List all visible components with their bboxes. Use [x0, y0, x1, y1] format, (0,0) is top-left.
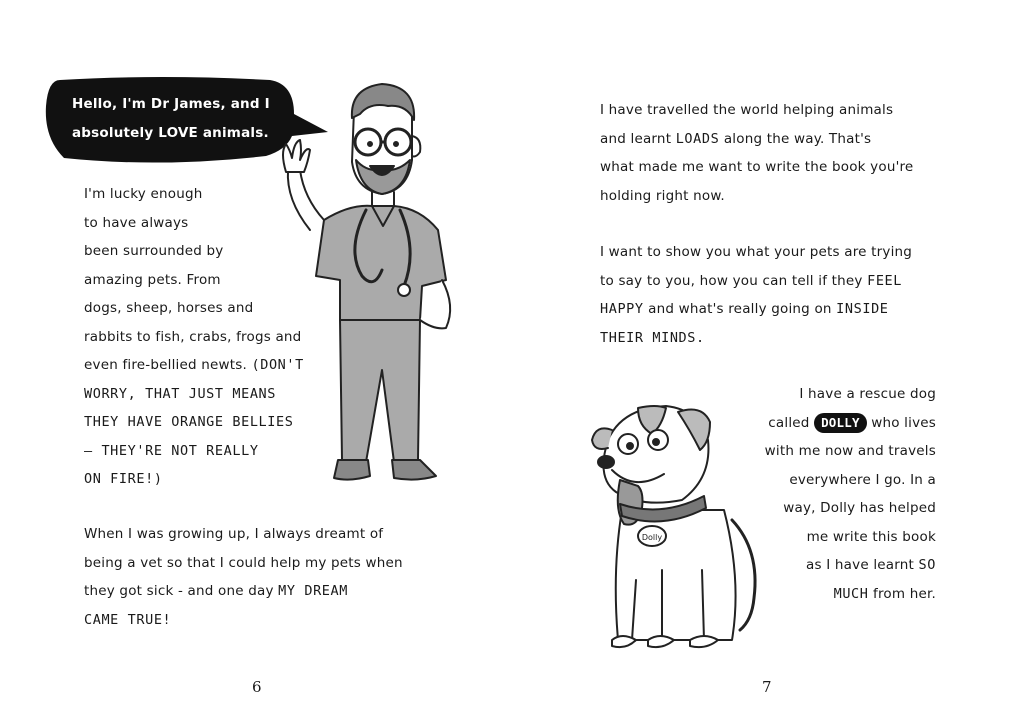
dr-james-illustration	[270, 80, 460, 500]
outro-paragraph	[84, 520, 403, 634]
dolly-paragraph	[765, 380, 936, 608]
dolly-line-5: way, Dolly has helped	[783, 500, 936, 516]
travel-line-1: I have travelled the world helping animals	[600, 102, 894, 118]
dolly-line-4: everywhere I go. In a	[789, 471, 936, 488]
outro-line-4: CAME TRUE!	[84, 611, 172, 628]
dolly-line-7	[765, 551, 936, 580]
dolly-line-2-b: who lives	[871, 414, 936, 431]
intro-line-1: I'm lucky enough	[84, 186, 203, 202]
intro-line-6: rabbits to fish, crabs, frogs and	[84, 328, 302, 345]
purpose-line-3-emphasis: HAPPY	[600, 301, 644, 317]
dolly-line-6: me write this book	[806, 528, 936, 545]
travel-line-2-b: along the way. That's	[723, 130, 872, 147]
dolly-line-7-emphasis: SO	[918, 557, 936, 573]
purpose-line-4: THEIR MINDS.	[600, 329, 705, 346]
bubble-line-2: absolutely LOVE animals.	[72, 125, 269, 141]
intro-emph-line-3: – THEY'RE NOT REALLY	[84, 442, 259, 459]
dog-tag-label: Dolly	[641, 533, 663, 542]
intro-emph-line-2: THEY HAVE ORANGE BELLIES	[84, 414, 294, 430]
page-number-right: 7	[762, 678, 772, 696]
travel-line-2-emphasis: LOADS	[675, 130, 720, 147]
purpose-line-2	[600, 267, 912, 296]
purpose-line-3-a: and what's really going on	[648, 301, 832, 317]
dolly-dog-illustration	[582, 400, 782, 660]
travel-line-2-a: and learnt	[600, 130, 672, 147]
outro-line-3	[84, 577, 403, 606]
dolly-line-2	[765, 409, 936, 438]
purpose-line-2-a: to say to you, how you can tell if they	[600, 272, 863, 289]
dolly-line-7-a: as I have learnt	[806, 557, 915, 573]
intro-line-2: to have always	[84, 214, 189, 231]
outro-line-3-text: they got sick - and one day	[84, 583, 274, 599]
dolly-line-3: with me now and travels	[764, 443, 936, 459]
dolly-line-2-a: called	[768, 414, 810, 431]
travel-line-3: what made me want to write the book you're	[600, 159, 914, 175]
dolly-line-1: I have a rescue dog	[799, 386, 936, 402]
dolly-line-8-emphasis: MUCH	[833, 585, 869, 602]
intro-line-4: amazing pets. From	[84, 271, 221, 288]
travel-paragraph	[600, 96, 913, 210]
travel-line-4: holding right now.	[600, 187, 725, 204]
outro-line-3-emphasis: MY DREAM	[278, 583, 348, 599]
outro-line-1: When I was growing up, I always dreamt of	[84, 526, 384, 542]
purpose-line-3	[600, 295, 912, 324]
purpose-line-1: I want to show you what your pets are trying	[600, 244, 913, 260]
bubble-line-1: Hello, I'm Dr James, and I	[72, 96, 270, 112]
purpose-line-3-emphasis-2: INSIDE	[836, 301, 889, 317]
intro-emph-line-1: WORRY, THAT JUST MEANS	[84, 385, 277, 402]
dolly-name-badge: DOLLY	[814, 413, 867, 433]
purpose-paragraph	[600, 238, 912, 352]
intro-line-3: been surrounded by	[84, 243, 224, 259]
intro-line-7-text: even fire-bellied newts.	[84, 357, 247, 373]
intro-line-7-emphasis: (DON'T	[251, 357, 304, 373]
travel-line-2	[600, 125, 913, 154]
right-page	[512, 0, 1024, 722]
intro-emph-line-4: ON FIRE!)	[84, 471, 163, 487]
dolly-line-8	[765, 580, 936, 609]
page-number-left: 6	[252, 678, 262, 696]
purpose-line-2-emphasis: FEEL	[867, 272, 903, 289]
outro-line-2: being a vet so that I could help my pets when	[84, 554, 403, 571]
intro-line-5: dogs, sheep, horses and	[84, 300, 254, 316]
dolly-line-8-b: from her.	[873, 585, 936, 602]
